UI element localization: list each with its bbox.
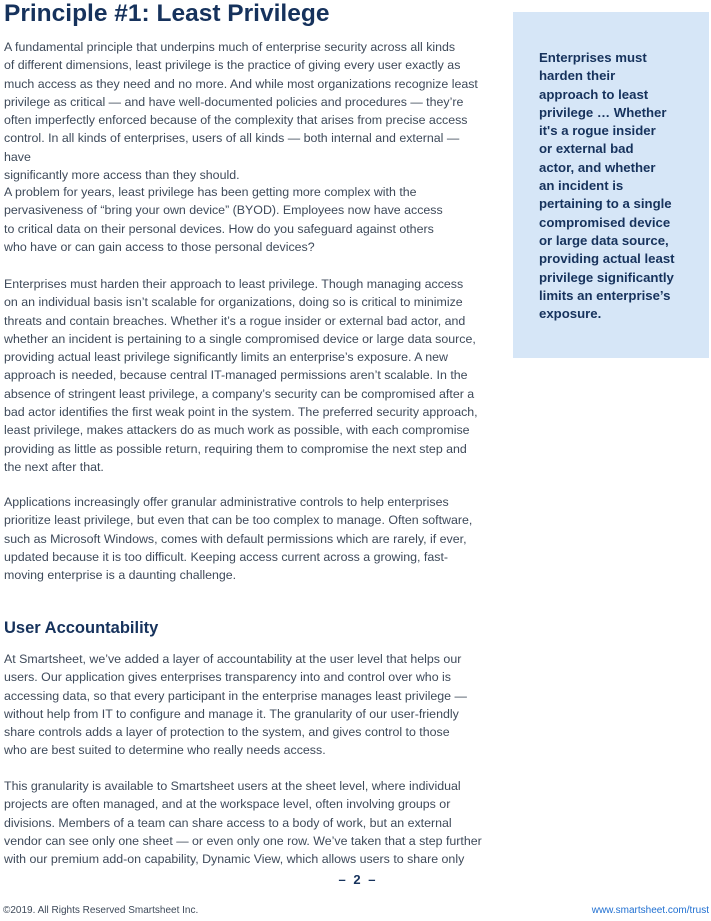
- pull-quote-line: pertaining to a single: [539, 196, 672, 212]
- paragraph-line: of different dimensions, least privilege is the practice of giving every user exactly as: [4, 58, 461, 73]
- pull-quote-line: it's a rogue insider: [539, 123, 656, 139]
- paragraph-line: A problem for years, least privilege has been getting more complex with the: [4, 185, 417, 199]
- paragraph-line: much access as they need and no more. And while most organizations recognize least: [4, 76, 478, 91]
- paragraph-line: control. In all kinds of enterprises, users of all kinds — both internal and external — have: [4, 131, 460, 164]
- paragraph-line: users. Our application gives enterprises transparency into and control over who is: [4, 670, 451, 685]
- paragraph-line: bad actor identifies the first weak point in the system. The preferred security approach,: [4, 405, 478, 420]
- footer-url-link[interactable]: www.smartsheet.com/trust: [591, 905, 709, 916]
- paragraph-line: vendor can see only one sheet — or even only one row. We’ve taken that a step further: [4, 833, 482, 848]
- paragraph-line: least privilege, makes attackers do as much work as possible, with each compromise: [4, 423, 470, 438]
- paragraph-line: updated because it is too difficult. Keeping access current across a growing, fast-: [4, 549, 449, 564]
- pull-quote-line: privilege … Whether: [539, 104, 667, 120]
- pull-quote-line: limits an enterprise’s: [539, 287, 671, 303]
- paragraph-line: providing actual least privilege significantly limits an enterprise’s exposure. A new: [4, 350, 448, 365]
- paragraph-line: projects are often managed, and at the workspace level, often involving groups or: [4, 797, 451, 812]
- section-paragraph-1: [4, 650, 488, 760]
- paragraph-line: on an individual basis isn’t scalable for organizations, doing so is critical to minimize: [4, 295, 463, 310]
- section-paragraph-2: [4, 777, 488, 868]
- section-heading: User Accountability: [4, 619, 159, 637]
- pull-quote-line: providing actual least: [539, 251, 675, 267]
- page-number: – 2 –: [338, 872, 378, 887]
- paragraph-line: accessing data, so that every participant in the enterprise manages least privilege —: [4, 688, 467, 703]
- intro-paragraph-4: [4, 493, 488, 584]
- paragraph-line: without help from IT to configure and manage it. The granularity of our user-friendly: [4, 706, 459, 721]
- pull-quote-line: exposure.: [539, 306, 602, 322]
- pull-quote-callout: [513, 12, 709, 358]
- intro-paragraph-2: [4, 183, 488, 256]
- pull-quote-line: or external bad: [539, 141, 634, 157]
- paragraph-line: whether an incident is pertaining to a single compromised device or large data source,: [4, 331, 476, 346]
- paragraph-line: divisions. Members of a team can share access to a body of work, but an external: [4, 815, 452, 830]
- paragraph-line: This granularity is available to Smartsheet users at the sheet level, where individual: [4, 779, 461, 793]
- paragraph-line: significantly more access than they should.: [4, 168, 240, 183]
- paragraph-line: pervasiveness of “bring your own device” (BYOD). Employees now have access: [4, 203, 443, 218]
- paragraph-line: At Smartsheet, we’ve added a layer of accountability at the user level that helps our: [4, 652, 462, 666]
- pull-quote-line: actor, and whether: [539, 159, 656, 175]
- pull-quote-line: harden their: [539, 68, 616, 84]
- paragraph-line: who have or can gain access to those personal devices?: [4, 239, 315, 254]
- page-title: Principle #1: Least Privilege: [4, 0, 330, 27]
- pull-quote-text: [539, 49, 687, 323]
- paragraph-line: A fundamental principle that underpins much of enterprise security across all kinds: [4, 40, 456, 54]
- paragraph-line: who are best suited to determine who really needs access.: [4, 743, 326, 758]
- paragraph-line: with our premium add-on capability, Dynamic View, which allows users to share only: [4, 852, 465, 867]
- pull-quote-line: privilege significantly: [539, 269, 674, 285]
- paragraph-line: the next after that.: [4, 459, 104, 474]
- paragraph-line: privilege as critical — and have well-documented policies and procedures — they’re: [4, 94, 464, 109]
- paragraph-line: to critical data on their personal devices. How do you safeguard against others: [4, 221, 434, 236]
- intro-paragraph-1: [4, 38, 488, 184]
- pull-quote-line: or large data source,: [539, 232, 669, 248]
- intro-paragraph-3: [4, 275, 488, 476]
- paragraph-line: Applications increasingly offer granular administrative controls to help enterprises: [4, 495, 449, 509]
- pull-quote-line: approach to least: [539, 86, 649, 102]
- footer-copyright: ©2019. All Rights Reserved Smartsheet Inc.: [3, 905, 199, 916]
- paragraph-line: often imperfectly enforced because of the complexity that arises from precise access: [4, 113, 468, 128]
- paragraph-line: threats and contain breaches. Whether it’s a rogue insider or external bad actor, and: [4, 313, 466, 328]
- paragraph-line: providing as little as possible return, requiring them to compromise the next step and: [4, 441, 467, 456]
- pull-quote-line: compromised device: [539, 214, 671, 230]
- paragraph-line: Enterprises must harden their approach to least privilege. Though managing access: [4, 277, 464, 291]
- paragraph-line: share controls adds a layer of protection to the system, and gives control to those: [4, 725, 450, 740]
- pull-quote-line: an incident is: [539, 178, 624, 194]
- pull-quote-line: Enterprises must: [539, 50, 647, 65]
- paragraph-line: prioritize least privilege, but even that can be too complex to manage. Often software,: [4, 513, 473, 528]
- paragraph-line: such as Microsoft Windows, comes with default permissions which are rarely, if ever,: [4, 531, 467, 546]
- paragraph-line: moving enterprise is a daunting challenge.: [4, 568, 237, 583]
- paragraph-line: approach is needed, because central IT-managed permissions aren’t scalable. In the: [4, 368, 468, 383]
- paragraph-line: absence of stringent least privilege, a company’s security can be compromised after a: [4, 386, 475, 401]
